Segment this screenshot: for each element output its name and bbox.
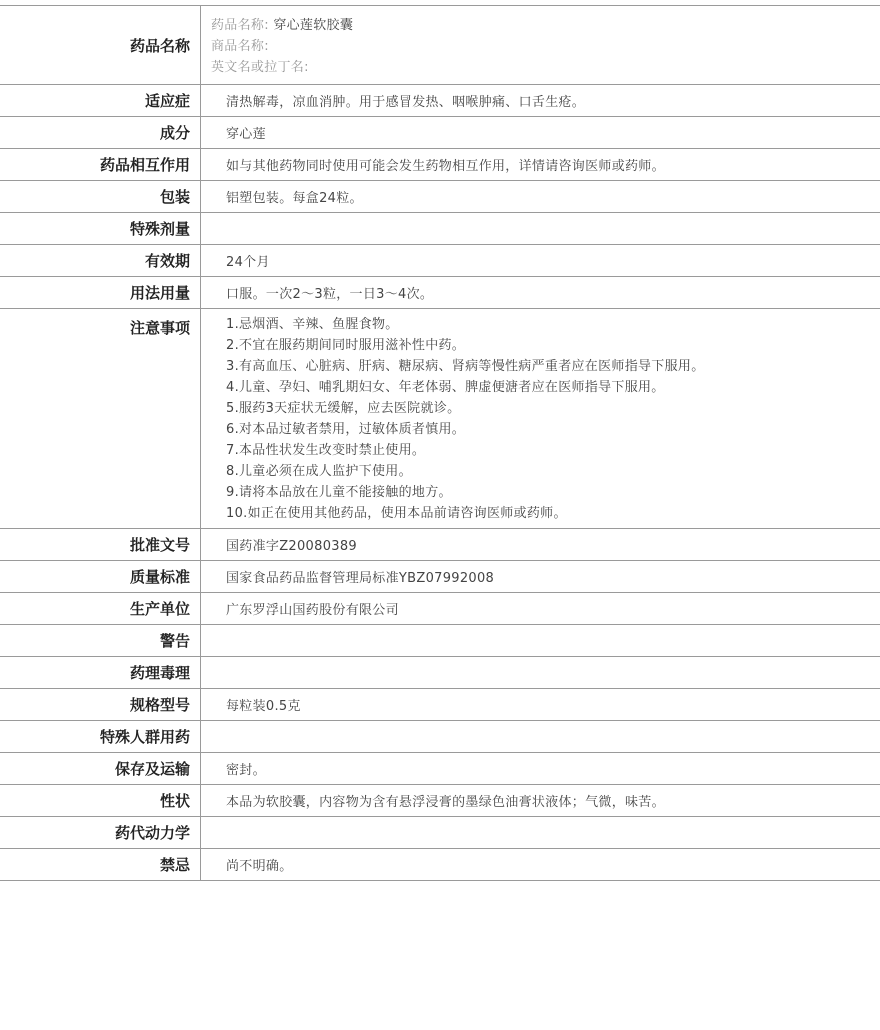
spec-row-pharmacology: [0, 657, 880, 689]
row-label: 禁忌: [0, 849, 201, 881]
spec-row-dosage: [0, 277, 880, 309]
row-label: 批准文号: [0, 529, 201, 561]
generic-name-key: 药品名称:: [211, 18, 269, 33]
row-value: 24个月: [226, 255, 270, 270]
row-label: 有效期: [0, 245, 201, 277]
spec-row-precautions: [0, 309, 880, 529]
spec-row-contraindications: [0, 849, 880, 881]
spec-row-ingredients: [0, 117, 880, 149]
row-value: 穿心莲: [226, 127, 266, 142]
row-value: 口服。一次2～3粒，一日3～4次。: [226, 287, 434, 302]
spec-row-special-population: [0, 721, 880, 753]
list-item: 8.儿童必须在成人监护下使用。: [226, 464, 412, 479]
row-label: 注意事项: [0, 309, 201, 529]
row-value: 每粒装0.5克: [226, 699, 301, 714]
row-label: 生产单位: [0, 593, 201, 625]
row-label: 特殊剂量: [0, 213, 201, 245]
row-label: 药代动力学: [0, 817, 201, 849]
row-label: 特殊人群用药: [0, 721, 201, 753]
row-value: 清热解毒，凉血消肿。用于感冒发热、咽喉肿痛、口舌生疮。: [226, 95, 586, 110]
spec-row-approval-number: [0, 529, 880, 561]
row-value: [201, 817, 880, 849]
spec-row-storage: [0, 753, 880, 785]
row-value: 铝塑包装。每盒24粒。: [226, 191, 363, 206]
spec-row-packaging: [0, 181, 880, 213]
row-label: 适应症: [0, 85, 201, 117]
list-item: 9.请将本品放在儿童不能接触的地方。: [226, 485, 452, 500]
row-label: 规格型号: [0, 689, 201, 721]
list-item: 3.有高血压、心脏病、肝病、糖尿病、肾病等慢性病严重者应在医师指导下服用。: [226, 359, 705, 374]
row-label: 包装: [0, 181, 201, 213]
row-label: 警告: [0, 625, 201, 657]
row-label: 药品相互作用: [0, 149, 201, 181]
row-value: 广东罗浮山国药股份有限公司: [226, 603, 399, 618]
spec-row-quality-standard: [0, 561, 880, 593]
row-value: [201, 657, 880, 689]
list-item: 4.儿童、孕妇、哺乳期妇女、年老体弱、脾虚便溏者应在医师指导下服用。: [226, 380, 665, 395]
row-value: 国家食品药品监督管理局标准YBZ07992008: [226, 571, 495, 586]
row-label: 性状: [0, 785, 201, 817]
spec-row-manufacturer: [0, 593, 880, 625]
trade-name-key: 商品名称:: [211, 39, 269, 54]
row-label: 药品名称: [0, 6, 201, 85]
spec-row-special-dose: [0, 213, 880, 245]
name-cell: [201, 6, 880, 85]
row-value: [201, 213, 880, 245]
row-label: 成分: [0, 117, 201, 149]
list-item: 10.如正在使用其他药品，使用本品前请咨询医师或药师。: [226, 506, 567, 521]
spec-row-specification: [0, 689, 880, 721]
list-item: 1.忌烟酒、辛辣、鱼腥食物。: [226, 317, 399, 332]
spec-row-pharmacokinetics: [0, 817, 880, 849]
list-item: 5.服药3天症状无缓解，应去医院就诊。: [226, 401, 461, 416]
name-row: [0, 6, 880, 85]
row-value: 密封。: [226, 763, 266, 778]
spec-row-warning: [0, 625, 880, 657]
spec-row-shelf-life: [0, 245, 880, 277]
row-value: 尚不明确。: [226, 859, 293, 874]
row-value: [201, 625, 880, 657]
row-label: 药理毒理: [0, 657, 201, 689]
spec-row-interactions: [0, 149, 880, 181]
row-value: 如与其他药物同时使用可能会发生药物相互作用，详情请咨询医师或药师。: [226, 159, 665, 174]
generic-name-value: 穿心莲软胶囊: [273, 18, 354, 33]
list-item: 6.对本品过敏者禁用，过敏体质者慎用。: [226, 422, 466, 437]
list-item: 7.本品性状发生改变时禁止使用。: [226, 443, 426, 458]
list-item: 2.不宜在服药期间同时服用滋补性中药。: [226, 338, 466, 353]
spec-row-indication: [0, 85, 880, 117]
row-value: 国药准字Z20080389: [226, 539, 357, 554]
drug-spec-table: [0, 5, 880, 881]
row-label: 用法用量: [0, 277, 201, 309]
spec-row-description: [0, 785, 880, 817]
row-value: 本品为软胶囊，内容物为含有悬浮浸膏的墨绿色油膏状液体；气微，味苦。: [226, 795, 665, 810]
english-name-key: 英文名或拉丁名:: [211, 60, 309, 75]
row-label: 质量标准: [0, 561, 201, 593]
precautions-list: [201, 309, 880, 529]
row-label: 保存及运输: [0, 753, 201, 785]
row-value: [201, 721, 880, 753]
